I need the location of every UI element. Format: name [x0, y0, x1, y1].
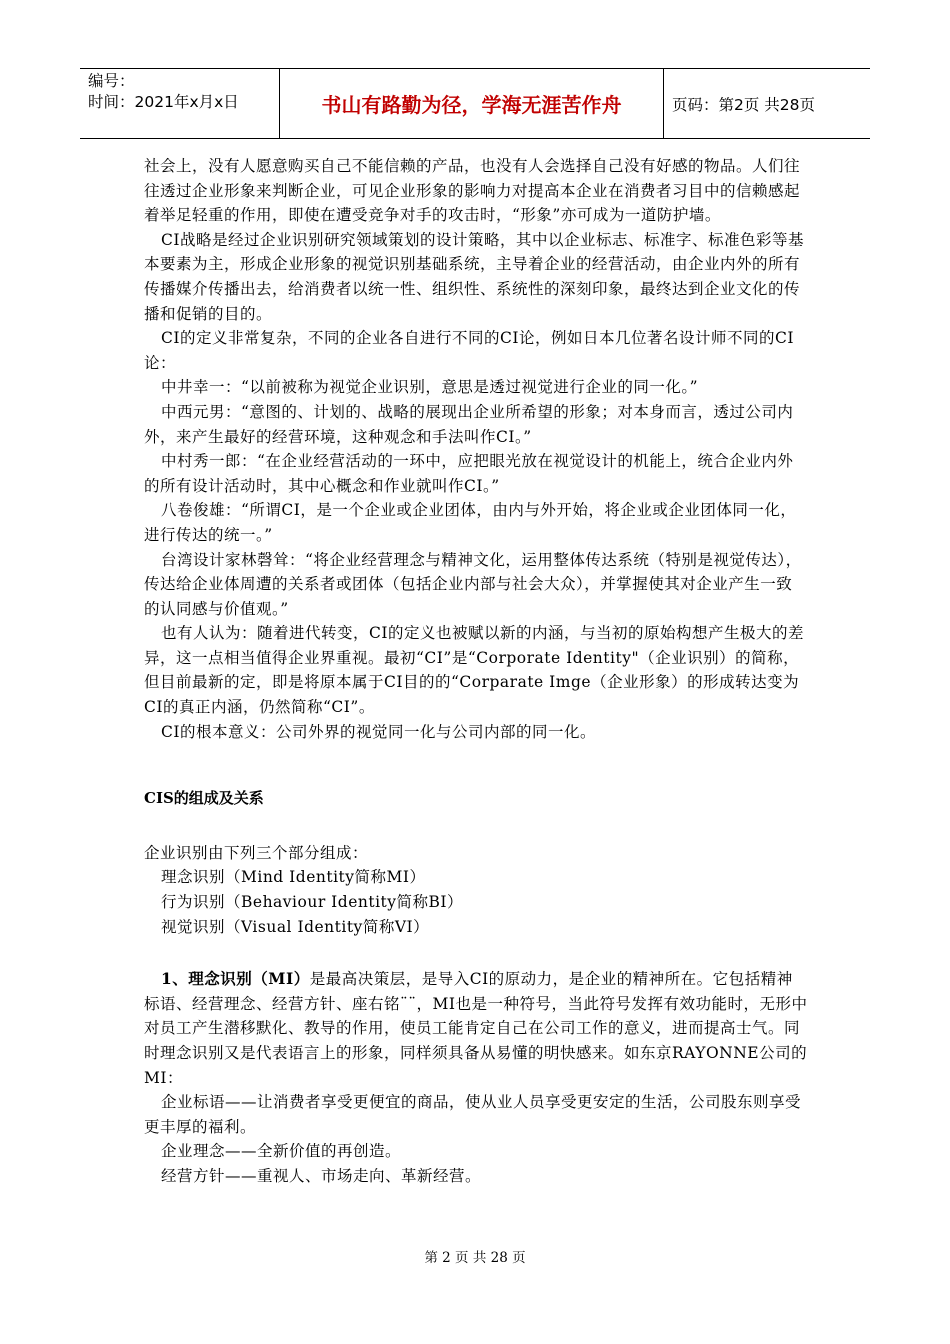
header-page-number: 页码：第2页 共28页 — [672, 95, 816, 114]
mi-text: 是最高决策层，是导入CI的原动力，是企业的精神所在。它包括精神标语、经营理念、经营方针、座右铭¨¨，MI也是一种符号，当此符号发挥有效功能时，无形中对员工产生潜移默化、教导的作用，使员工能肯定自己在公司工作的意义，进而提高士气。同时理念识别又是代表语言上的形象，同样须具备从易懂的明快感来。如东京RAYONNE公司的MI： — [144, 970, 808, 1087]
paragraph — [144, 967, 808, 1090]
paragraph: CI战略是经过企业识别研究领域策划的设计策略，其中以企业标志、标准字、标准色彩等基本要素为主，形成企业形象的视觉识别基础系统，主导着企业的经营活动，由企业内外的所有传播媒介传播出去，给消费者以统一性、组织性、系统性的深刻印象，最终达到企业文化的传播和促销的目的。 — [144, 230, 804, 323]
list-item: 理念识别（Mind Identity简称MI） — [161, 868, 426, 887]
quote-paragraph: 台湾设计家林磬耸：“将企业经营理念与精神文化，运用整体传达系统（特别是视觉传达），传达给企业体周遭的关系者或团体（包括企业内部与社会大众），并掌握使其对企业产生一致的认同感与价值观。” — [144, 550, 802, 618]
document-body — [144, 154, 808, 1189]
paragraph: 企业标语——让消费者享受更便宜的商品，使从业人员享受更安定的生活，公司股东则享受更丰厚的福利。 — [144, 1093, 802, 1136]
page-footer: 第 2 页 共 28 页 — [424, 1250, 526, 1266]
header-meta — [80, 69, 280, 138]
list-item: 视觉识别（Visual Identity简称VI） — [161, 917, 430, 936]
document-number-label: 编号： — [88, 72, 135, 90]
paragraph: CI的根本意义：公司外界的视觉同一化与公司内部的同一化。 — [161, 722, 596, 741]
quote-paragraph: 中村秀一郎：“在企业经营活动的一环中，应把眼光放在视觉设计的机能上，统合企业内外的所有设计活动时，其中心概念和作业就叫作CI。” — [144, 452, 794, 495]
paragraph: CI的定义非常复杂，不同的企业各自进行不同的CI论，例如日本几位著名设计师不同的CI论： — [144, 329, 794, 372]
paragraph: 也有人认为：随着进代转变，CI的定义也被赋以新的内涵，与当初的原始构想产生极大的差异，这一点相当值得企业界重视。最初“CI”是“Corporate Identity"（企业识别）的简称，但目前最新的定，即是将原本属于CI目的的“Corparate Imge（企业形象）的形成转达变为CI的真正内涵，仍然简称“CI”。 — [144, 624, 804, 717]
paragraph: 企业识别由下列三个部分组成： — [144, 843, 369, 862]
page-header — [80, 68, 870, 139]
quote-paragraph: 八卷俊雄：“所谓CI，是一个企业或企业团体，由内与外开始，将企业或企业团体同一化，进行传达的统一。” — [144, 501, 797, 544]
paragraph: 企业理念——全新价值的再创造。 — [161, 1142, 402, 1161]
document-date-label: 时间：2021年x月x日 — [88, 93, 239, 111]
paragraph: 经营方针——重视人、市场走向、革新经营。 — [161, 1166, 482, 1185]
header-motto: 书山有路勤为径，学海无涯苦作舟 — [280, 69, 664, 138]
mi-lead: 1、理念识别（MI） — [161, 969, 310, 989]
quote-paragraph: 中井幸一：“以前被称为视觉企业识别，意思是透过视觉进行企业的同一化。” — [161, 378, 699, 397]
list-item: 行为识别（Behaviour Identity简称BI） — [161, 893, 464, 912]
quote-paragraph: 中西元男：“意图的、计划的、战略的展现出企业所希望的形象；对本身而言，透过公司内外，来产生最好的经营环境，这种观念和手法叫作CI。” — [144, 402, 794, 446]
section-heading: CIS的组成及关系 — [144, 789, 264, 808]
paragraph: 社会上，没有人愿意购买自己不能信赖的产品，也没有人会选择自己没有好感的物品。人们往往透过企业形象来判断企业，可见企业形象的影响力对提高本企业在消费者习目中的信赖感起着举足轻重的作用，即使在遭受竞争对手的攻击时，“形象”亦可成为一道防护墙。 — [144, 157, 801, 225]
